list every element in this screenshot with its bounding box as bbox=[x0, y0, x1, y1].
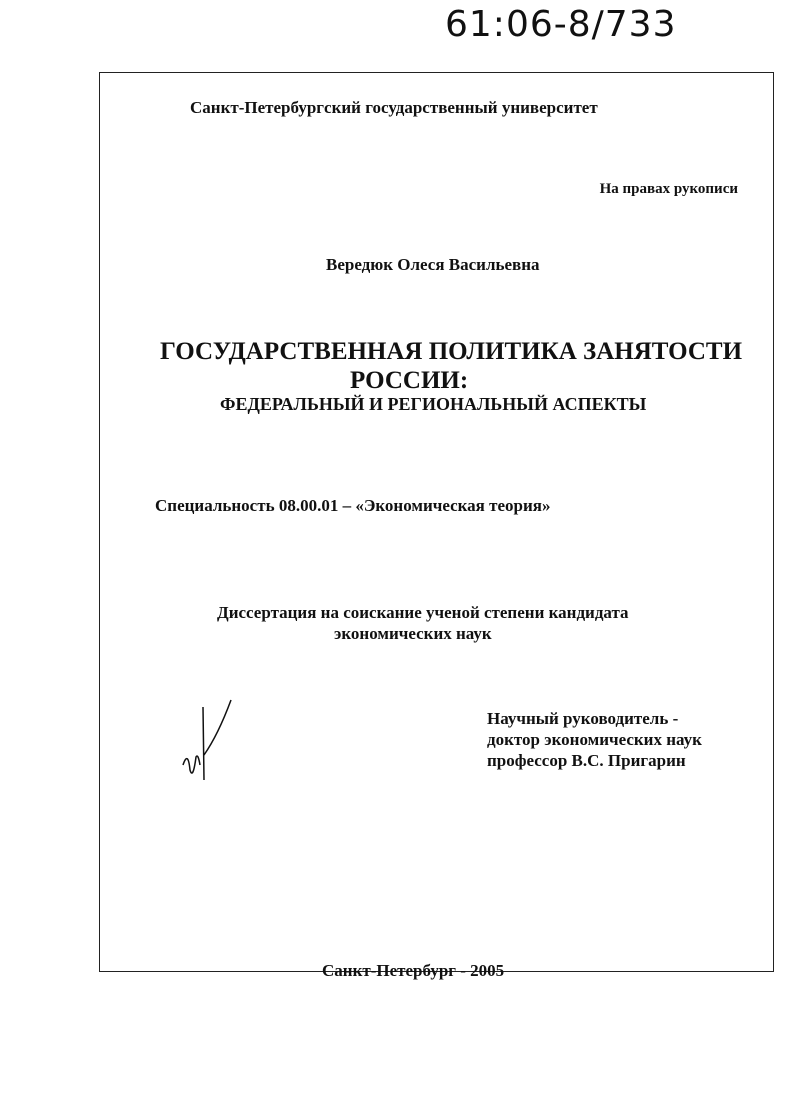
title-line-2: РОССИИ: bbox=[350, 367, 469, 394]
supervisor-line-3: профессор В.С. Пригарин bbox=[487, 751, 686, 770]
signature bbox=[178, 695, 238, 805]
supervisor-block bbox=[487, 708, 702, 771]
specialty: Специальность 08.00.01 – «Экономическая теория» bbox=[155, 496, 551, 515]
author-name: Вередюк Олеся Васильевна bbox=[326, 255, 540, 274]
title-subtitle: ФЕДЕРАЛЬНЫЙ И РЕГИОНАЛЬНЫЙ АСПЕКТЫ bbox=[220, 394, 647, 414]
degree-line-1: Диссертация на соискание ученой степени кандидата bbox=[217, 603, 629, 622]
university-name: Санкт-Петербургский государственный университет bbox=[190, 98, 598, 117]
degree-line-2: экономических наук bbox=[334, 624, 492, 643]
city-year: Санкт-Петербург - 2005 bbox=[322, 961, 505, 980]
title-page-frame bbox=[99, 72, 774, 972]
supervisor-line-2: доктор экономических наук bbox=[487, 730, 702, 749]
supervisor-line-1: Научный руководитель - bbox=[487, 709, 679, 728]
title-line-1: ГОСУДАРСТВЕННАЯ ПОЛИТИКА ЗАНЯТОСТИ bbox=[160, 338, 743, 365]
manuscript-rights: На правах рукописи bbox=[599, 181, 738, 197]
archive-code-handwritten: 61:06-8/733 bbox=[445, 4, 677, 45]
